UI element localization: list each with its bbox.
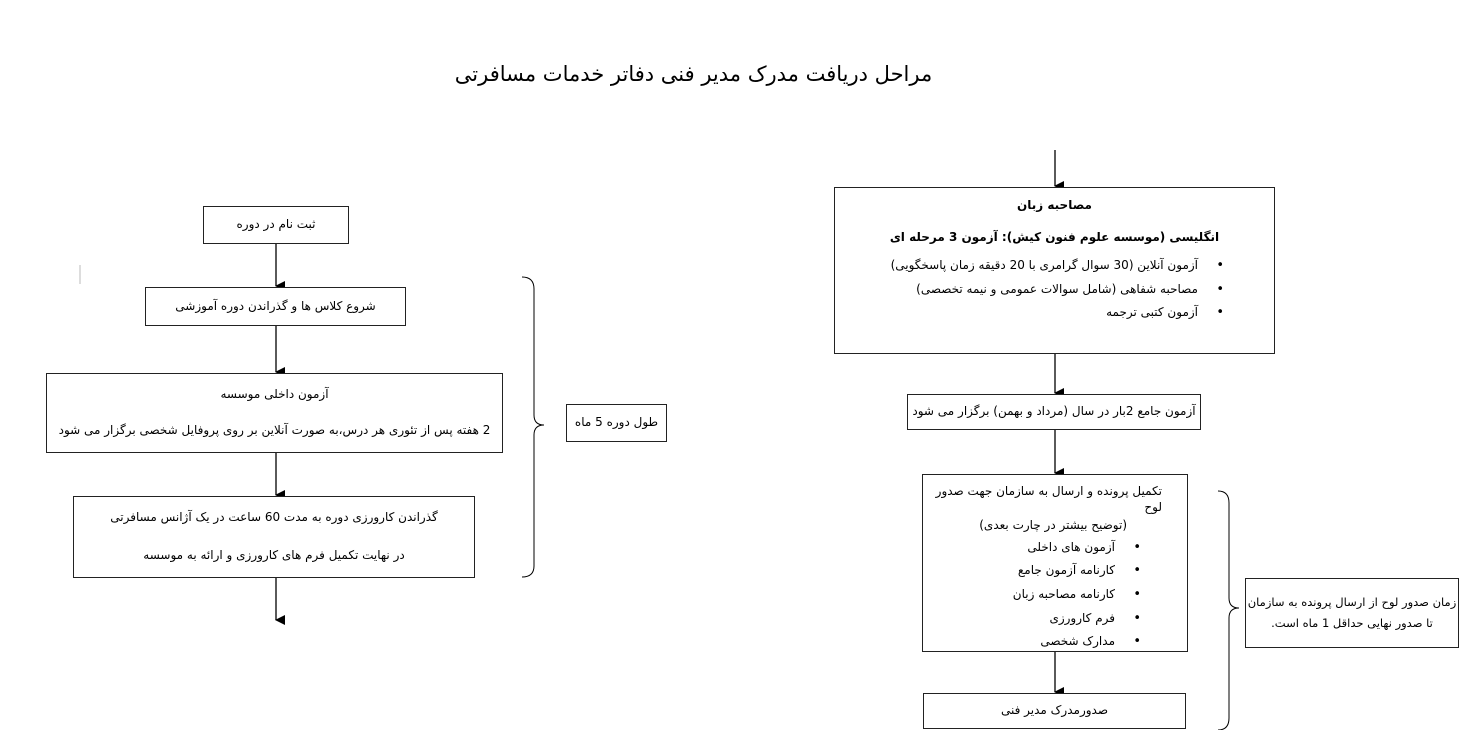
- step-classes-label: شروع کلاس ها و گذراندن دوره آموزشی: [175, 298, 376, 313]
- comprehensive-exam-label: آزمون جامع 2بار در سال (مرداد و بهمن) برگزار می شود: [912, 404, 1196, 419]
- issue-time-note: [1245, 578, 1459, 648]
- internal-exam-title: آزمون داخلی موسسه: [220, 387, 329, 402]
- duration-label: طول دوره 5 ماه: [574, 415, 659, 430]
- bracket-duration: [522, 277, 544, 577]
- list-item: • فرم کارورزی: [923, 611, 1115, 627]
- step-internal-exam: [46, 373, 503, 453]
- language-interview-box: [834, 187, 1275, 354]
- list-item: • کارنامه آزمون جامع: [923, 563, 1115, 579]
- interview-subheading: انگلیسی (موسسه علوم فنون کیش): آزمون 3 مرحله ای: [889, 229, 1220, 244]
- list-item: • کارنامه مصاحبه زبان: [923, 587, 1115, 603]
- interview-stages-list: [835, 258, 1274, 321]
- step-registration-label: ثبت نام در دوره: [236, 217, 316, 232]
- page-title: مراحل دریافت مدرک مدیر فنی دفاتر خدمات مسافرتی: [454, 62, 933, 86]
- internship-title: گذراندن کارورزی دوره به مدت 60 ساعت در یک آژانس مسافرتی: [110, 510, 438, 525]
- issue-certificate-label: صدورمدرک مدیر فنی: [1001, 703, 1109, 718]
- comprehensive-exam-box: [907, 394, 1201, 430]
- dossier-title: تکمیل پرونده و ارسال به سازمان جهت صدور لوح: [935, 484, 1162, 514]
- interview-heading: مصاحبه زبان: [1017, 198, 1092, 212]
- list-item: • مصاحبه شفاهی (شامل سوالات عمومی و نیمه تخصصی): [835, 282, 1198, 298]
- step-classes: [145, 287, 406, 326]
- issue-time-line2: تا صدور نهایی حداقل 1 ماه است.: [1271, 616, 1433, 630]
- list-item: • مدارک شخصی: [923, 634, 1115, 650]
- list-item: • آزمون آنلاین (30 سوال گرامری با 20 دقیقه زمان پاسخگویی): [835, 258, 1198, 274]
- duration-note: [566, 404, 667, 442]
- dossier-documents-list: [923, 540, 1187, 650]
- list-item: • آزمون های داخلی: [923, 540, 1115, 556]
- internal-exam-detail: 2 هفته پس از تئوری هر درس،به صورت آنلاین بر روی پروفایل شخصی برگزار می شود: [58, 423, 491, 437]
- bracket-issue-time: [1218, 491, 1239, 730]
- dossier-box: [922, 474, 1188, 652]
- dossier-subtitle: (توضیح بیشتر در چارت بعدی): [979, 518, 1127, 533]
- internship-detail: در نهایت تکمیل فرم های کارورزی و ارائه به موسسه: [143, 548, 405, 562]
- list-item: • آزمون کتبی ترجمه: [835, 305, 1198, 321]
- step-internship: [73, 496, 475, 578]
- issue-certificate-box: [923, 693, 1186, 729]
- issue-time-line1: زمان صدور لوح از ارسال پرونده به سازمان: [1247, 595, 1457, 610]
- step-registration: [203, 206, 349, 244]
